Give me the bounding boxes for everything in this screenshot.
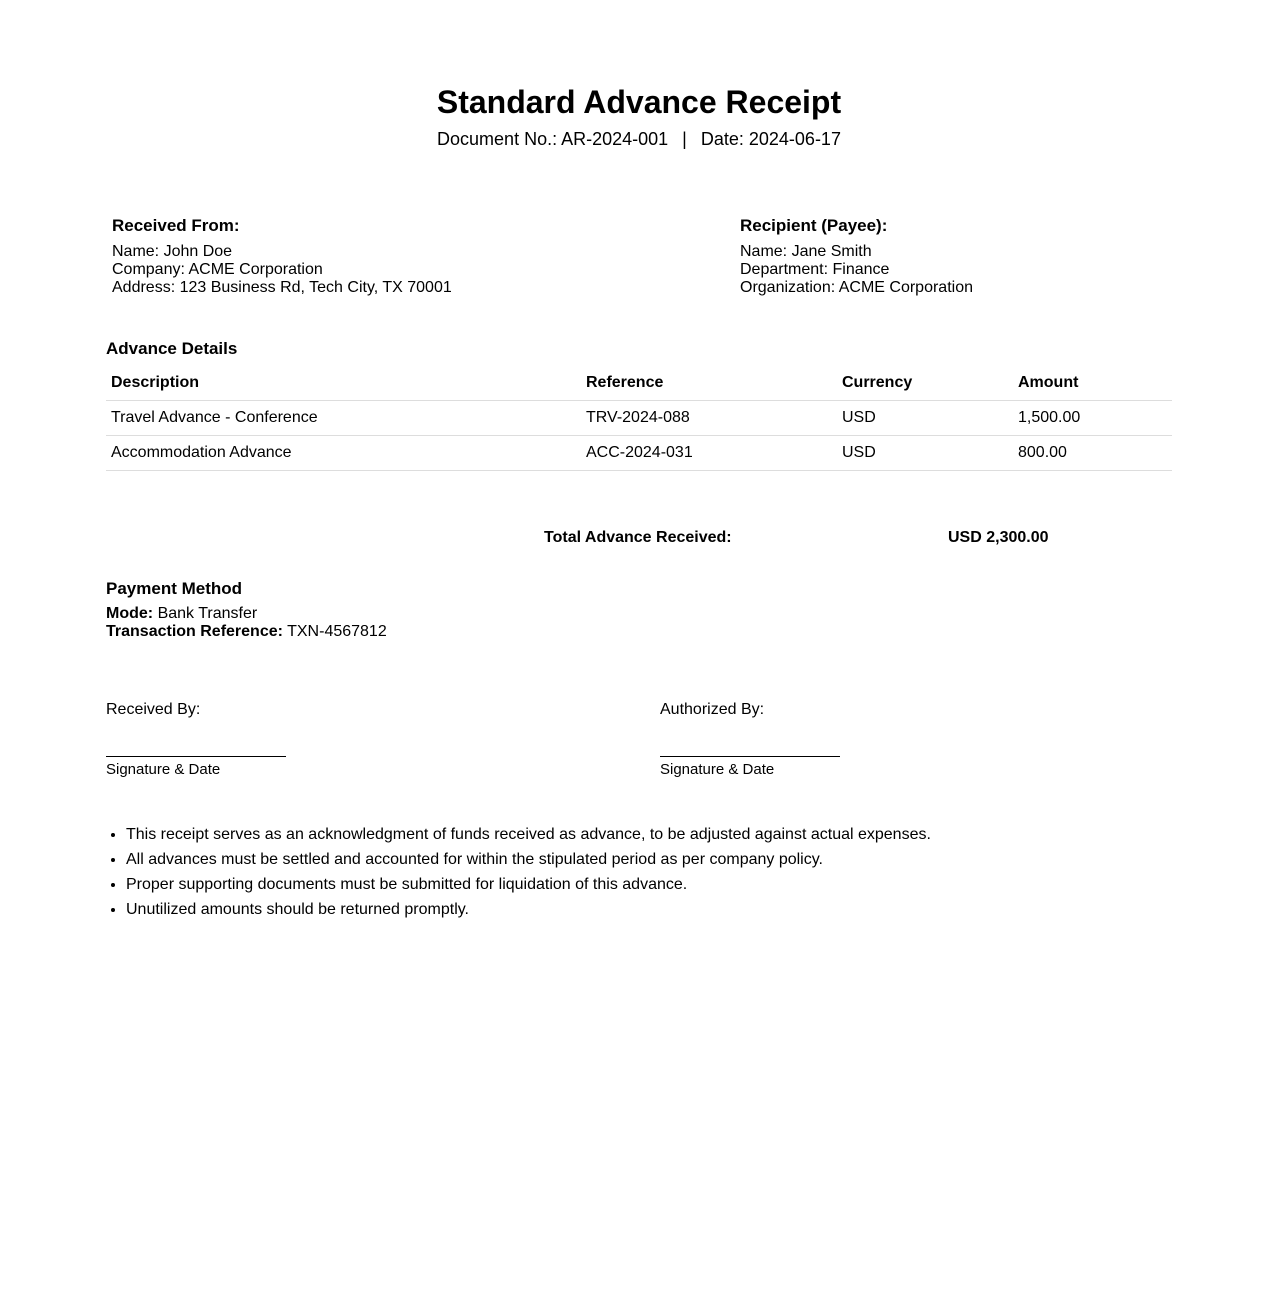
payment-method-heading: Payment Method [106,579,243,598]
transaction-reference-value: TXN-4567812 [287,623,387,640]
received-from-name: Name: John Doe [112,243,233,260]
table-row [106,401,1172,436]
cell-amount: 800.00 [1013,436,1172,471]
recipient-name: Name: Jane Smith [740,243,872,260]
cell-reference: ACC-2024-031 [581,436,837,471]
list-item: • All advances must be settled and accounted for within the stipulated period as per company policy. [126,847,931,872]
transaction-reference-label: Transaction Reference: [106,623,283,640]
cell-description: Accommodation Advance [106,436,581,471]
recipient-organization: Organization: ACME Corporation [740,279,973,296]
document-date: Date: 2024-06-17 [700,129,841,149]
document-number: Document No.: AR-2024-001 [437,129,669,149]
column-header-currency: Currency [837,365,1013,401]
table-row [106,436,1172,471]
document-meta [106,128,1172,150]
recipient-department: Department: Finance [740,261,890,278]
received-by-signature-caption: Signature & Date [106,761,221,778]
column-header-reference: Reference [581,365,837,401]
received-from-address: Address: 123 Business Rd, Tech City, TX 70001 [112,279,452,296]
payment-details [106,605,387,641]
terms-list [106,822,931,922]
payment-mode-line [106,605,387,623]
payment-mode-label: Mode: [106,605,154,622]
table-header-row [106,365,1172,401]
authorized-by-signature-line [660,756,840,757]
authorized-by-signature-block [660,701,860,778]
transaction-reference-line [106,623,387,641]
authorized-by-signature-caption: Signature & Date [660,761,775,778]
cell-amount: 1,500.00 [1013,401,1172,436]
received-by-signature-block [106,701,306,778]
cell-currency: USD [837,436,1013,471]
total-label: Total Advance Received: [544,529,732,546]
advance-details-table [106,365,1172,471]
column-header-amount: Amount [1013,365,1172,401]
authorized-by-label: Authorized By: [660,701,765,718]
received-from-block [112,216,452,297]
received-from-company: Company: ACME Corporation [112,261,323,278]
total-value: USD 2,300.00 [948,529,1049,546]
received-from-heading: Received From: [112,216,240,235]
list-item: • Proper supporting documents must be submitted for liquidation of this advance. [126,872,931,897]
column-header-description: Description [106,365,581,401]
meta-separator: | [682,129,687,149]
received-by-signature-line [106,756,286,757]
cell-currency: USD [837,401,1013,436]
advance-details-heading: Advance Details [106,339,238,358]
list-item: • This receipt serves as an acknowledgment of funds received as advance, to be adjusted against actual expenses. [126,822,931,847]
page-title: Standard Advance Receipt [436,84,842,120]
cell-description: Travel Advance - Conference [106,401,581,436]
cell-reference: TRV-2024-088 [581,401,837,436]
list-item: • Unutilized amounts should be returned promptly. [126,897,931,922]
recipient-heading: Recipient (Payee): [740,216,888,235]
received-by-label: Received By: [106,701,201,718]
payment-mode-value: Bank Transfer [157,605,258,622]
recipient-block [740,216,973,297]
